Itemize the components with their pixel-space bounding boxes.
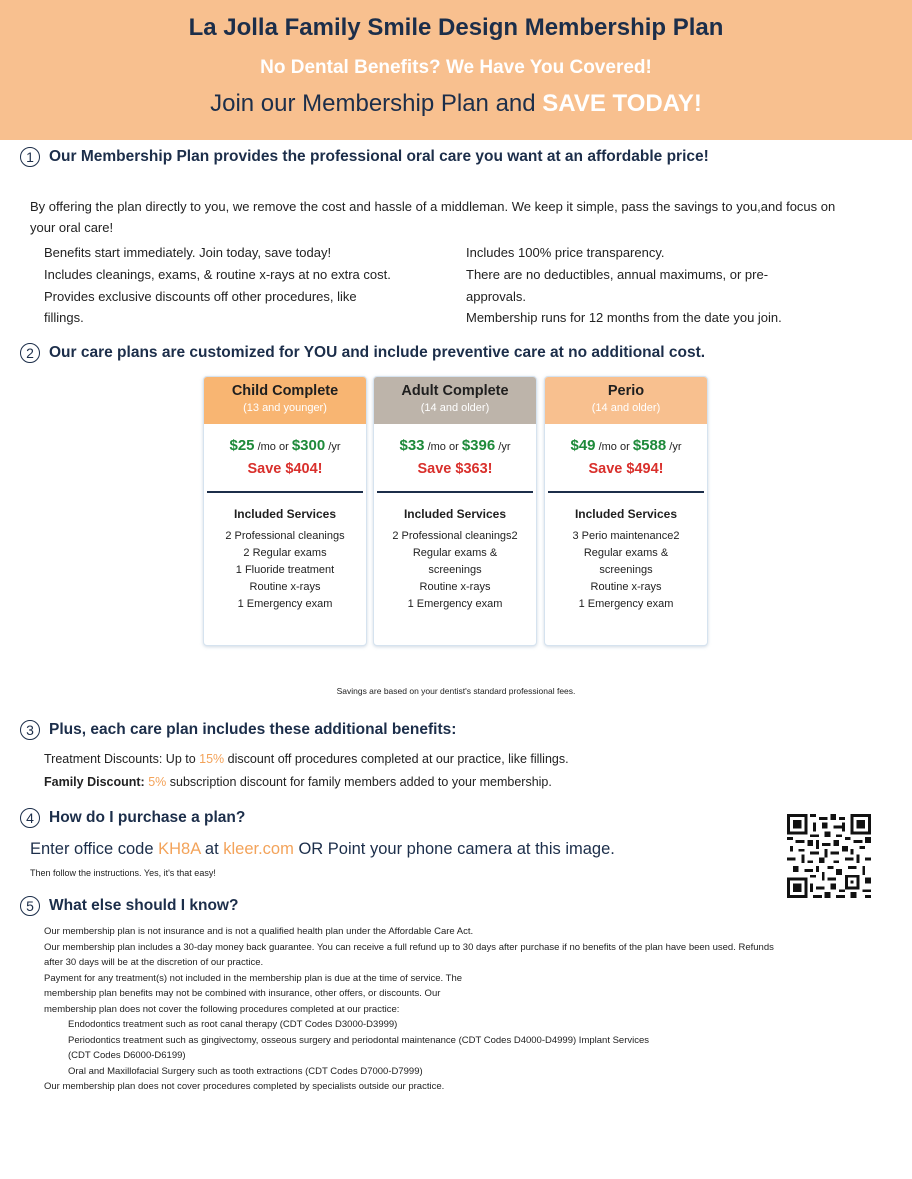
fine-print-line: Payment for any treatment(s) not included in the membership plan is due at the time of service. The: [44, 972, 463, 984]
tagline-text: Join our Membership Plan and: [210, 90, 543, 117]
plan-age: (14 and older): [591, 402, 661, 414]
monthly-price: $33: [399, 437, 425, 454]
family-discount: [44, 771, 884, 794]
benefits-left-list: [44, 242, 444, 328]
section-number: 2: [20, 343, 40, 363]
plan-header: [204, 377, 366, 424]
section-title: Our care plans are customized for YOU and include preventive care at no additional cost.: [49, 344, 706, 361]
header-banner: [0, 0, 912, 140]
intro-line: your oral care!: [30, 220, 114, 235]
service-item: screenings: [428, 564, 482, 576]
excluded-item: Periodontics treatment such as gingivectomy, osseous surgery and periodontal maintenance (CDT Codes D4000-D4999) Implant Services: [68, 1034, 650, 1046]
services-list: [204, 528, 366, 613]
service-item: Routine x-rays: [590, 581, 662, 593]
service-item: 3 Perio maintenance2: [572, 530, 680, 542]
plan-header: [545, 377, 707, 424]
list-item: Benefits start immediately. Join today, save today!: [44, 245, 332, 260]
banner-tagline: [0, 90, 912, 118]
per-month: /mo or: [595, 441, 633, 453]
yearly-price: $396: [461, 437, 496, 454]
camera-text: OR Point your phone camera at this image.: [293, 840, 615, 858]
list-item: fillings.: [44, 310, 84, 325]
section-title: How do I purchase a plan?: [49, 809, 246, 826]
tagline-highlight: SAVE TODAY!: [542, 90, 702, 117]
benefits-right-list: [466, 242, 846, 328]
plan-card-adult[interactable]: [373, 376, 537, 646]
divider: [548, 491, 704, 493]
monthly-price: $25: [229, 437, 255, 454]
service-item: 1 Emergency exam: [407, 598, 503, 610]
fine-print-line: after 30 days will be at the discretion of our practice.: [44, 957, 264, 968]
service-item: Routine x-rays: [249, 581, 321, 593]
fine-print-line: Our membership plan does not cover procedures completed by specialists outside our practice.: [44, 1081, 445, 1092]
section-title: What else should I know?: [49, 897, 239, 914]
service-item: Routine x-rays: [419, 581, 491, 593]
list-item: Membership runs for 12 months from the date you join.: [466, 310, 782, 325]
plan-savings: Save $494!: [588, 461, 664, 477]
plan-price: [204, 437, 366, 454]
service-item: Regular exams &: [583, 547, 669, 559]
treatment-text: discount off procedures completed at our practice, like fillings.: [224, 752, 569, 766]
plan-name: Adult Complete: [401, 383, 509, 399]
excluded-item: (CDT Codes D6000-D6199): [68, 1050, 186, 1061]
plan-header: [374, 377, 536, 424]
per-month: /mo or: [424, 441, 462, 453]
included-services-label: Included Services: [403, 507, 507, 521]
additional-benefits: [44, 748, 884, 794]
banner-subtitle: No Dental Benefits? We Have You Covered!: [260, 57, 652, 78]
section-number: 3: [20, 720, 40, 740]
included-services-label: Included Services: [233, 507, 337, 521]
service-item: 1 Fluoride treatment: [235, 564, 335, 576]
service-item: 1 Emergency exam: [578, 598, 674, 610]
section-number: 4: [20, 808, 40, 828]
included-services-label: Included Services: [574, 507, 678, 521]
section-5-heading: [20, 896, 238, 916]
list-item: Provides exclusive discounts off other procedures, like: [44, 289, 357, 304]
instructions-note: Then follow the instructions. Yes, it's that easy!: [30, 868, 216, 878]
services-list: [545, 528, 707, 613]
at-text: at: [200, 840, 224, 858]
plan-card-child[interactable]: [203, 376, 367, 646]
section-4-heading: [20, 808, 245, 828]
fine-print-line: membership plan does not cover the following procedures completed at our practice:: [44, 1003, 400, 1015]
intro-paragraph: [30, 196, 890, 238]
per-year: /yr: [495, 441, 511, 453]
purchase-instructions: [30, 840, 615, 859]
plan-name: Perio: [607, 383, 645, 399]
kleer-link[interactable]: kleer.com: [223, 840, 294, 858]
page-title: La Jolla Family Smile Design Membership Plan: [188, 14, 724, 41]
section-title: Our Membership Plan provides the professional oral care you want at an affordable price!: [49, 148, 709, 165]
per-year: /yr: [666, 441, 682, 453]
plan-price: [374, 437, 536, 454]
excluded-item: Endodontics treatment such as root canal therapy (CDT Codes D3000-D3999): [68, 1019, 398, 1030]
intro-line: By offering the plan directly to you, we remove the cost and hassle of a middleman. We keep it simple, pass the savings to you,and focus on: [30, 199, 836, 214]
service-item: Regular exams &: [412, 547, 498, 559]
list-item: Includes 100% price transparency.: [466, 245, 665, 260]
service-item: screenings: [599, 564, 653, 576]
divider: [207, 491, 363, 493]
plan-age: (13 and younger): [243, 402, 327, 414]
plan-card-perio[interactable]: [544, 376, 708, 646]
yearly-price: $300: [291, 437, 326, 454]
service-item: 2 Regular exams: [243, 547, 327, 559]
family-label: Family Discount:: [44, 775, 149, 789]
plan-savings: Save $404!: [247, 461, 323, 477]
service-item: 2 Professional cleanings: [225, 530, 345, 542]
section-title: Plus, each care plan includes these additional benefits:: [49, 721, 457, 738]
list-item: There are no deductibles, annual maximums, or pre-: [466, 267, 769, 282]
section-number: 5: [20, 896, 40, 916]
office-code: KH8A: [158, 840, 201, 858]
divider: [377, 491, 533, 493]
excluded-procedures: [44, 1017, 894, 1079]
section-number: 1: [20, 147, 40, 167]
treatment-discount: [44, 748, 884, 771]
yearly-price: $588: [632, 437, 667, 454]
section-3-heading: [20, 720, 456, 740]
services-list: [374, 528, 536, 613]
per-month: /mo or: [254, 441, 292, 453]
savings-footnote: Savings are based on your dentist's standard professional fees.: [336, 686, 576, 696]
family-text: subscription discount for family members added to your membership.: [166, 775, 552, 789]
service-item: 1 Emergency exam: [237, 598, 333, 610]
treatment-percent: 15%: [199, 752, 225, 766]
section-1-heading: [20, 147, 709, 167]
per-year: /yr: [325, 441, 341, 453]
plan-savings: Save $363!: [417, 461, 493, 477]
qr-code-icon[interactable]: [787, 814, 871, 898]
treatment-label: Treatment Discounts: Up to: [44, 752, 200, 766]
list-item: Includes cleanings, exams, & routine x-rays at no extra cost.: [44, 267, 391, 282]
section-2-heading: [20, 343, 705, 363]
fine-print-line: Our membership plan is not insurance and is not a qualified health plan under the Affordable Care Act.: [44, 926, 474, 937]
service-item: 2 Professional cleanings2: [392, 530, 518, 542]
family-percent: 5%: [148, 775, 167, 789]
fine-print-line: Our membership plan includes a 30-day money back guarantee. You can receive a full refund up to 30 days after purchase if no benefits of the plan have been used. Refunds: [44, 941, 774, 953]
plan-name: Child Complete: [231, 383, 339, 399]
excluded-item: Oral and Maxillofacial Surgery such as tooth extractions (CDT Codes D7000-D7999): [68, 1065, 423, 1077]
list-item: approvals.: [466, 289, 526, 304]
plan-price: [545, 437, 707, 454]
fine-print: [44, 924, 894, 1095]
fine-print-line: membership plan benefits may not be combined with insurance, other offers, or discounts. Our: [44, 988, 441, 999]
plan-age: (14 and older): [420, 402, 490, 414]
monthly-price: $49: [570, 437, 596, 454]
enter-text: Enter office code: [30, 840, 159, 858]
